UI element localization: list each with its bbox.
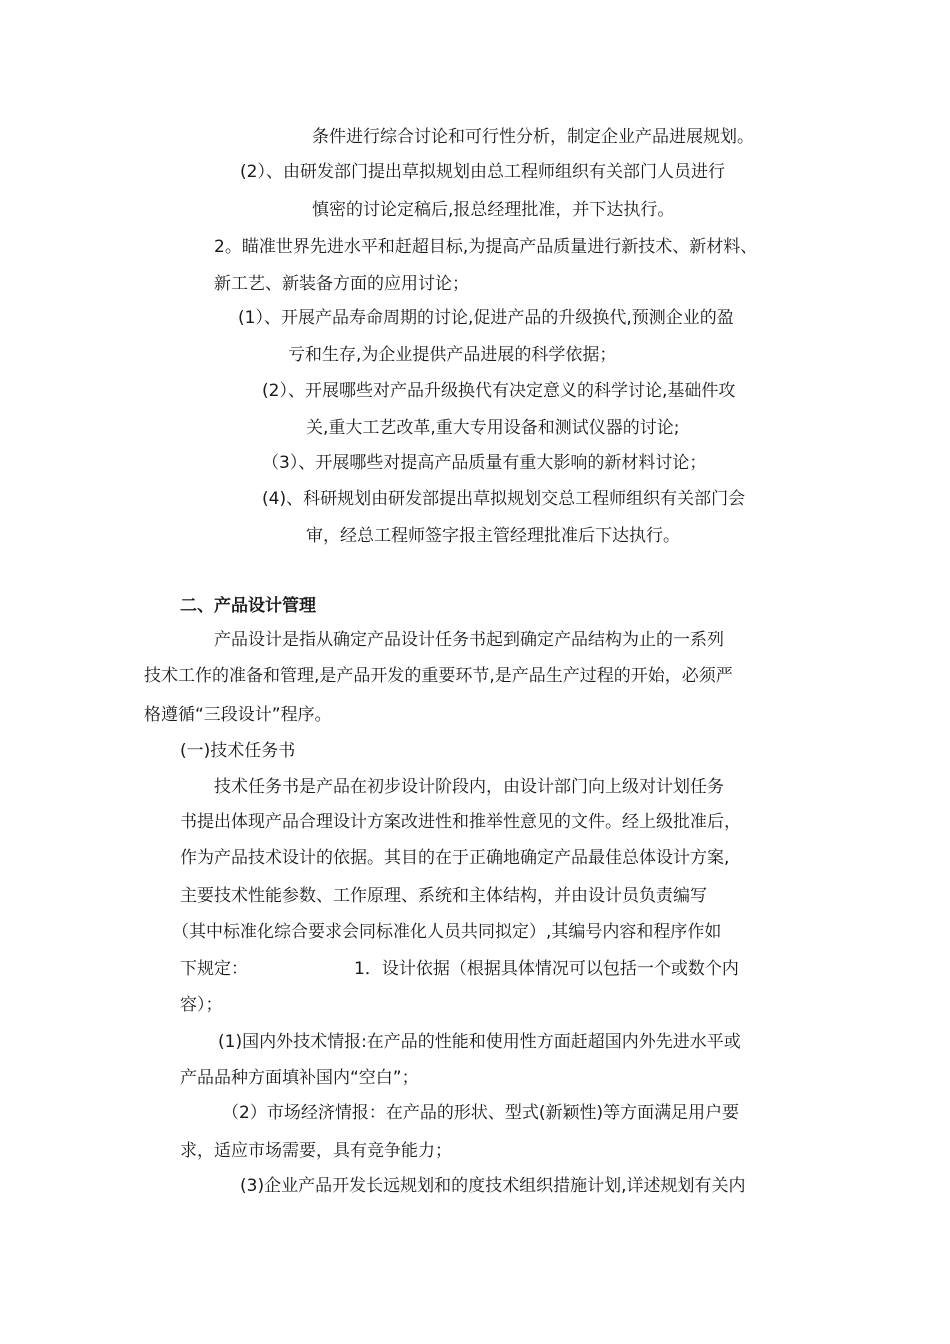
text-line: 条件进行综合讨论和可行性分析，制定企业产品进展规划。 <box>312 127 754 147</box>
text-line: 审，经总工程师签字报主管经理批准后下达执行。 <box>306 526 680 546</box>
text-line: 容）； <box>180 995 223 1015</box>
text-line: （2）市场经济情报：在产品的形状、型式(新颖性)等方面满足用户要 <box>222 1103 740 1123</box>
text-line: 格遵循“三段设计”程序。 <box>144 705 332 725</box>
text-line: 关,重大工艺改革,重大专用设备和测试仪器的讨论; <box>306 418 680 438</box>
text-line: (2）、由研发部门提出草拟规划由总工程师组织有关部门人员进行 <box>240 162 725 182</box>
text-line: （3）、开展哪些对提高产品质量有重大影响的新材料讨论； <box>262 453 707 473</box>
text-line: （其中标准化综合要求会同标准化人员共同拟定）,其编号内容和程序作如 <box>172 922 722 942</box>
section-heading: 二、产品设计管理 <box>180 596 316 616</box>
text-line: 求，适应市场需要，具有竞争能力； <box>180 1141 452 1161</box>
text-line: 产品设计是指从确定产品设计任务书起到确定产品结构为止的一系列 <box>214 630 724 650</box>
text-line: 主要技术性能参数、工作原理、系统和主体结构，并由设计员负责编写 <box>180 886 707 906</box>
text-line: 2。瞄准世界先进水平和赶超目标,为提高产品质量进行新技术、新材料、 <box>214 237 758 257</box>
text-line: 1．设计依据（根据具体情况可以包括一个或数个内 <box>354 959 739 979</box>
text-line: (4)、科研规划由研发部提出草拟规划交总工程师组织有关部门会 <box>262 489 746 509</box>
text-line: 作为产品技术设计的依据。其目的在于正确地确定产品最佳总体设计方案, <box>180 848 730 868</box>
text-line: (3)企业产品开发长远规划和的度技术组织措施计划,详述规划有关内 <box>240 1176 746 1196</box>
text-line: (2）、开展哪些对产品升级换代有决定意义的科学讨论,基础件攻 <box>262 381 736 401</box>
text-line: (1)国内外技术情报:在产品的性能和使用性方面赶超国内外先进水平或 <box>218 1032 741 1052</box>
text-line: 书提出体现产品合理设计方案改进性和推举性意见的文件。经上级批准后， <box>180 812 741 832</box>
text-line: 新工艺、新装备方面的应用讨论； <box>214 274 469 294</box>
text-line: 产品品种方面填补国内“空白”； <box>180 1068 419 1088</box>
text-line: 技术工作的准备和管理,是产品开发的重要环节,是产品生产过程的开始，必须严 <box>144 666 733 686</box>
text-line: 下规定： <box>180 959 248 979</box>
text-line: 亏和生存,为企业提供产品进展的科学依据； <box>288 345 617 365</box>
text-line: 慎密的讨论定稿后,报总经理批准，并下达执行。 <box>312 200 675 220</box>
text-line: (1）、开展产品寿命周期的讨论,促进产品的升级换代,预测企业的盈 <box>238 308 734 328</box>
text-line: 技术任务书是产品在初步设计阶段内，由设计部门向上级对计划任务 <box>214 777 724 797</box>
subsection-heading: (一)技术任务书 <box>180 741 296 761</box>
